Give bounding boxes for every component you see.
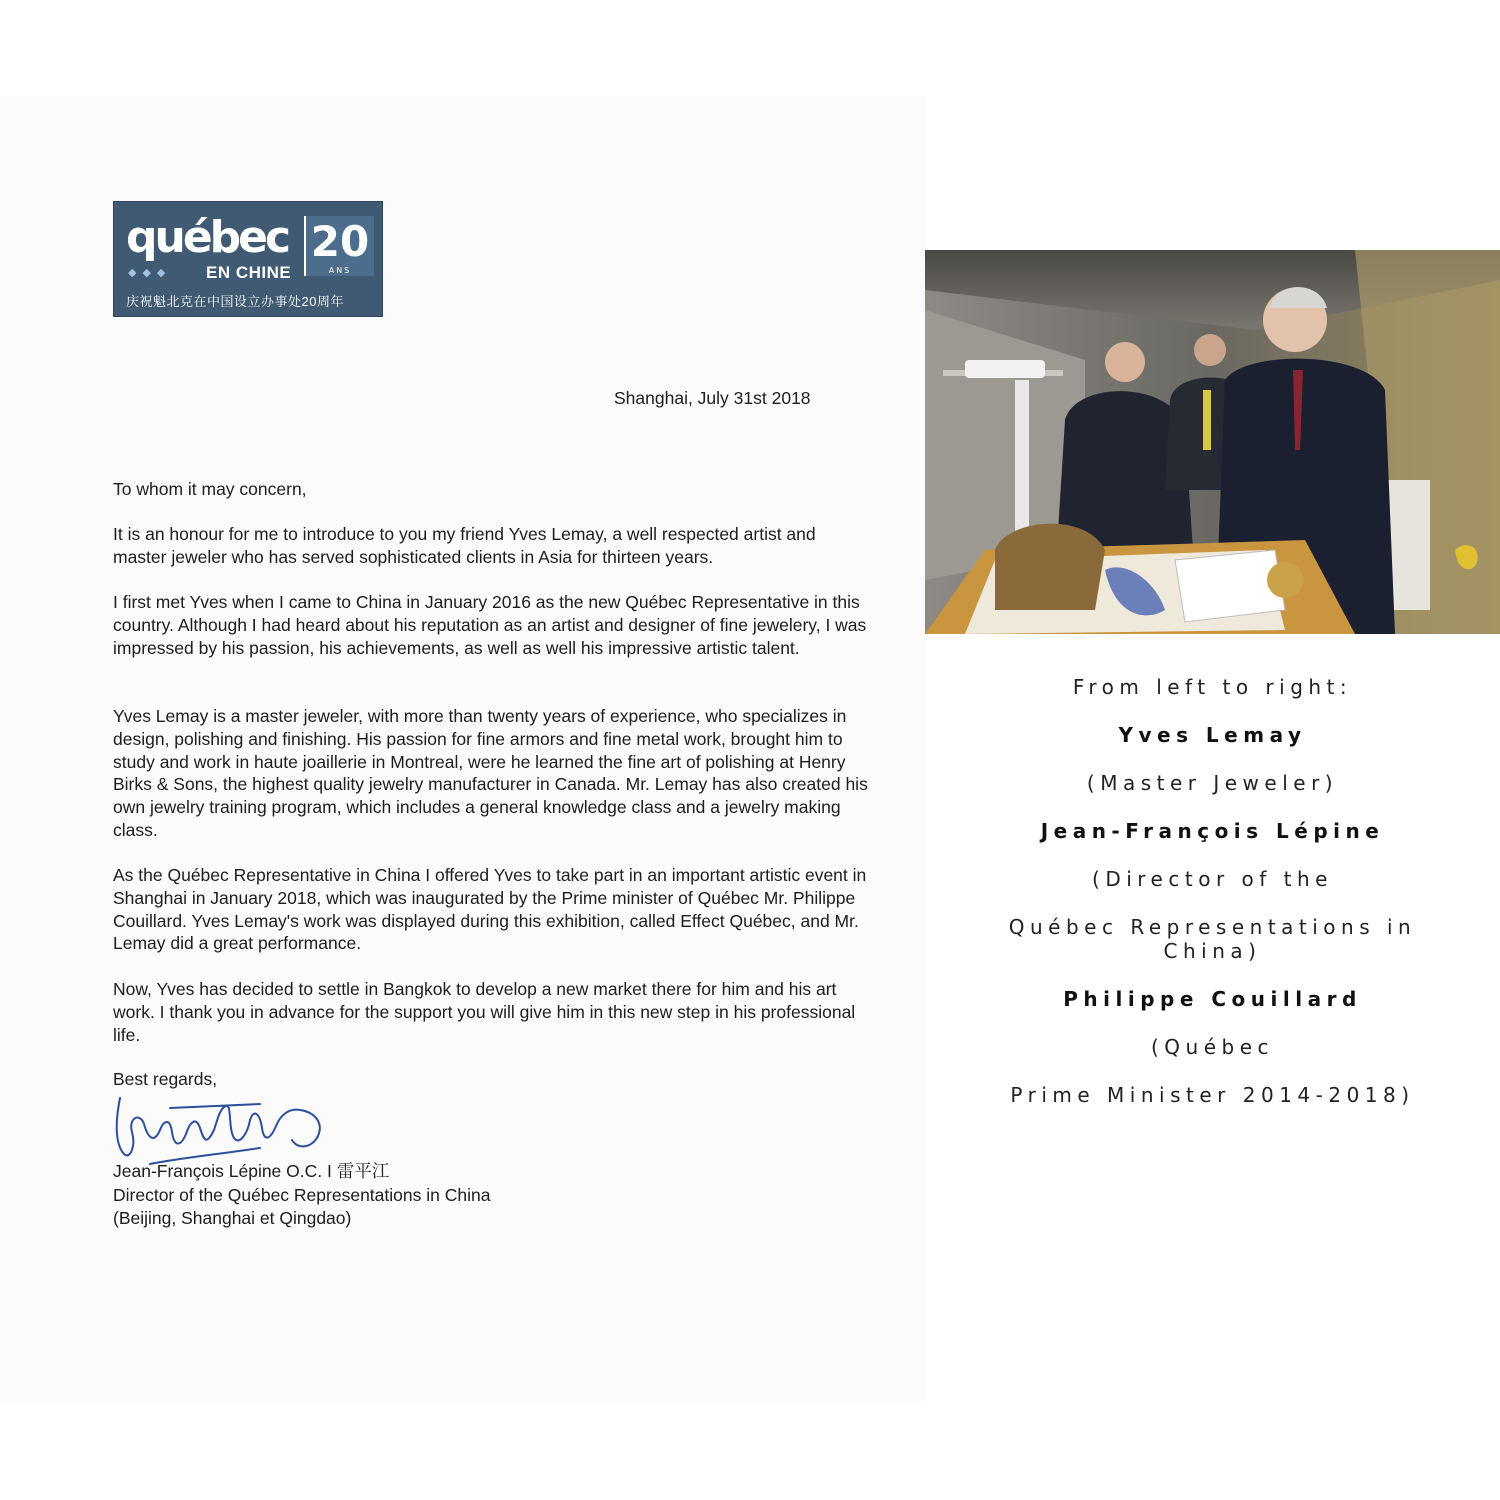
letter-paragraph: Now, Yves has decided to settle in Bangkok to develop a new market there for him and his art work. I thank you in advance for the support you will give him in this new step in his professional life. <box>113 979 856 1045</box>
letter-paragraph: I first met Yves when I came to China in January 2016 as the new Québec Representative in this country. Although I had heard about his reputation as an artist and designer of fine jewelery, I was impressed by his passion, his achievements, as well as well his impressive artistic talent. <box>113 592 867 658</box>
logo-number: 20 <box>310 217 370 266</box>
caption-person2-role: (Director of the <box>1092 867 1333 891</box>
letter-closing: Best regards, <box>113 1069 218 1089</box>
logo-ans: ANS <box>328 266 352 275</box>
event-photo-illustration <box>925 250 1500 634</box>
caption-person2-name: Jean-François Lépine <box>1040 819 1385 843</box>
logo-diamonds-icon: ◆◆◆ <box>128 267 172 279</box>
logo-wordmark: québec <box>126 212 289 263</box>
signer-title: Director of the Québec Representations in China <box>113 1185 491 1205</box>
handwritten-signature <box>110 1088 340 1168</box>
logo-chinese-text: 庆祝魁北克在中国设立办事处20周年 <box>126 294 344 309</box>
letter-paragraph: As the Québec Representative in China I offered Yves to take part in an important artistic event in Shanghai in January 2018, which was inaugurated by the Prime minister of Québec Mr. Philippe Couillard. Yves Lemay's work was displayed during this exhibition, called Effect Québec, and Mr. Lemay did a great performance. <box>113 865 867 954</box>
logo-en-chine: EN CHINE <box>206 263 292 282</box>
caption-person3-name: Philippe Couillard <box>1063 987 1362 1011</box>
caption-person3-role: Prime Minister 2014-2018) <box>1010 1083 1415 1107</box>
letter-paragraph: It is an honour for me to introduce to you my friend Yves Lemay, a well respected artist and master jeweler who has served sophisticated clients in Asia for thirteen years. <box>113 524 816 567</box>
caption-person2-role: Québec Representations in China) <box>1008 915 1417 963</box>
caption-person3-role: (Québec <box>1150 1035 1275 1059</box>
letter-paragraph: Yves Lemay is a master jeweler, with more than twenty years of experience, who specializes in design, polishing and finishing. His passion for fine armors and fine metal work, brought him to study and work in haute joaillerie in Montreal, were he learned the fine art of polishing at Henry Birks & Sons, the highest quality jewelry manufacturer in Canada. Mr. Lemay has also created his own jewelry training program, which includes a general knowledge class and a jewelry making class. <box>113 706 868 840</box>
event-photo <box>925 250 1500 634</box>
caption-intro: From left to right: <box>1072 675 1353 699</box>
letter-date: Shanghai, July 31st 2018 <box>614 388 811 408</box>
letter-salutation: To whom it may concern, <box>113 479 307 499</box>
logo-anniversary-badge <box>304 216 374 276</box>
signer-name: Jean-François Lépine O.C. I 雷平江 <box>113 1161 390 1181</box>
quebec-20-logo <box>113 201 383 317</box>
caption-person1-name: Yves Lemay <box>1118 723 1307 747</box>
signer-offices: (Beijing, Shanghai et Qingdao) <box>113 1208 352 1228</box>
caption-person1-role: (Master Jeweler) <box>1086 771 1339 795</box>
